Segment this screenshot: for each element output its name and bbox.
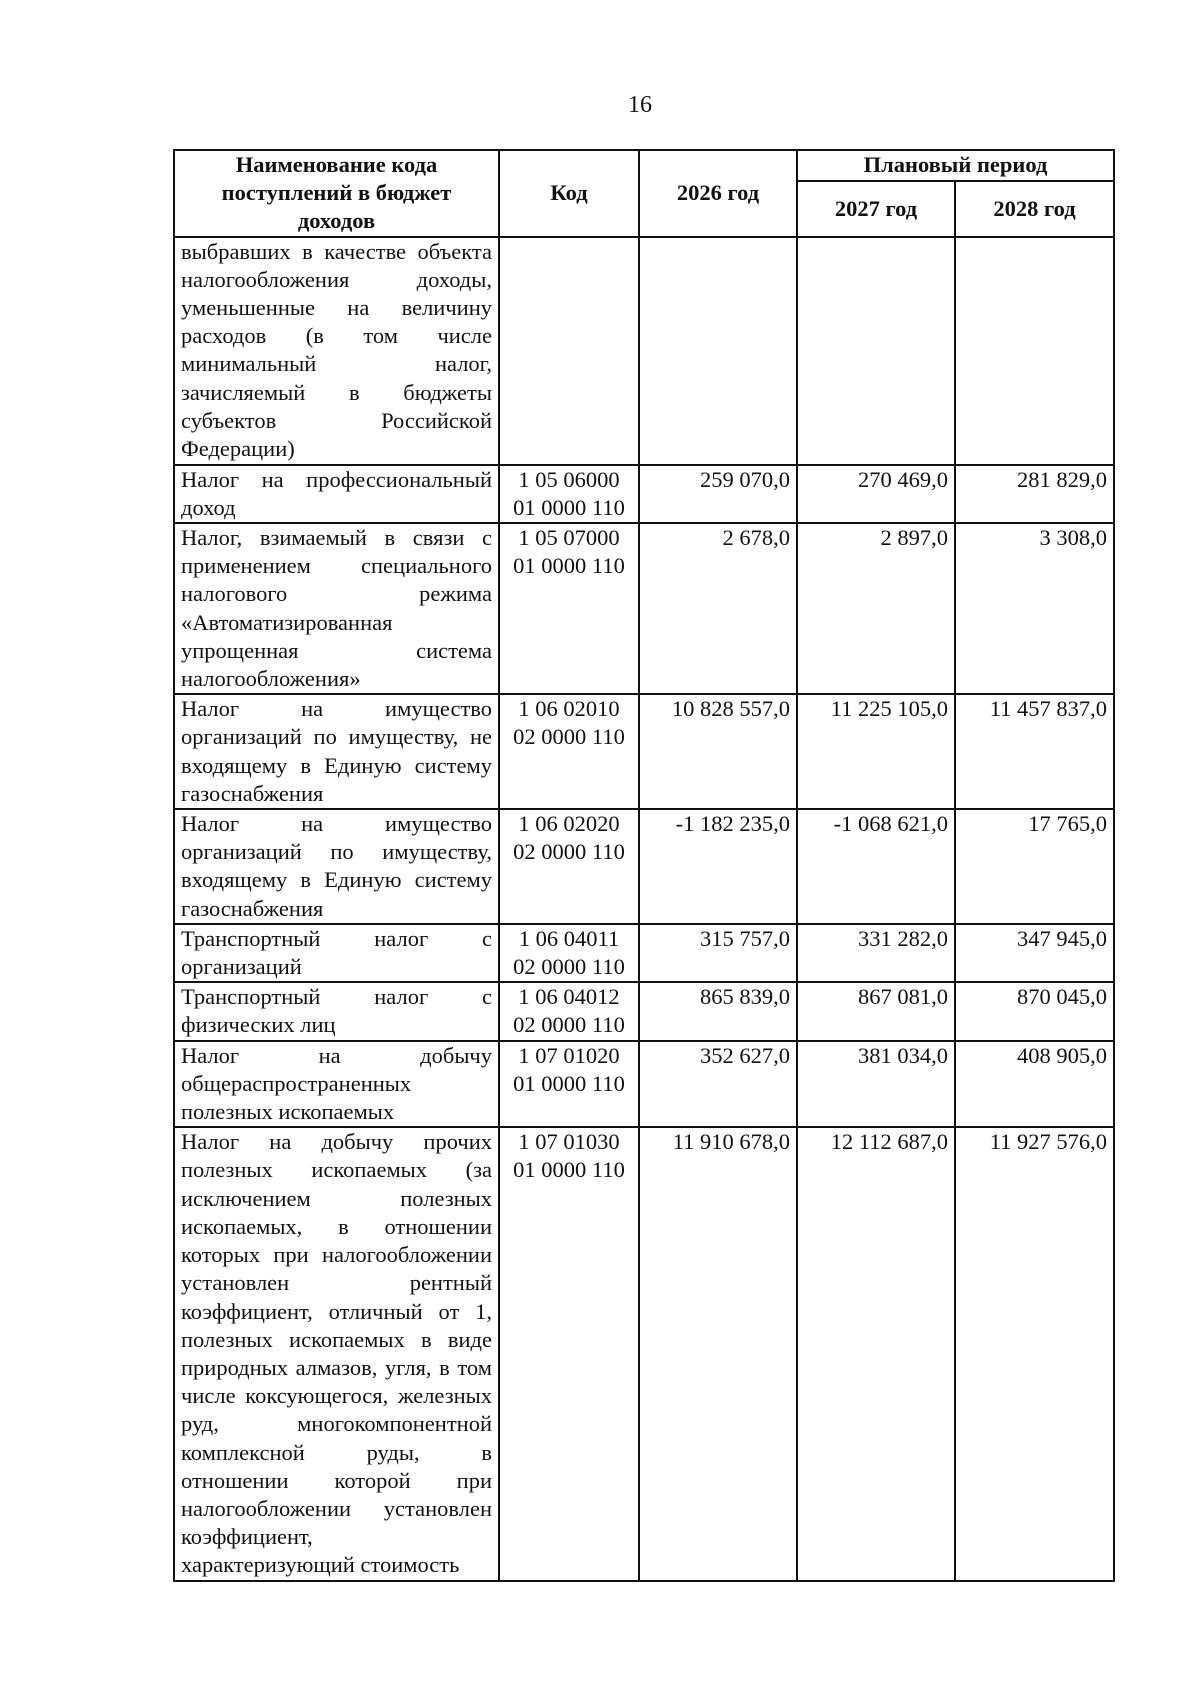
table-row xyxy=(174,924,1114,982)
row-code: 1 05 07000 01 0000 110 xyxy=(499,523,639,694)
row-name: Налог, взимаемый в связи с применением специального налогового режима «Автоматизированная упрощенная система налогообложения» xyxy=(174,523,499,694)
row-2026: 865 839,0 xyxy=(639,982,797,1040)
header-2027: 2027 год xyxy=(797,181,955,237)
row-2027: 270 469,0 xyxy=(797,465,955,523)
table-header xyxy=(174,150,1114,237)
row-name: Налог на имущество организаций по имуществу, не входящему в Единую систему газоснабжения xyxy=(174,694,499,809)
row-2027: 867 081,0 xyxy=(797,982,955,1040)
row-2027: 2 897,0 xyxy=(797,523,955,694)
row-2028: 11 927 576,0 xyxy=(955,1127,1114,1580)
row-code: 1 07 01030 01 0000 110 xyxy=(499,1127,639,1580)
row-name: Транспортный налог с физических лиц xyxy=(174,982,499,1040)
row-name: Транспортный налог с организаций xyxy=(174,924,499,982)
row-2028: 347 945,0 xyxy=(955,924,1114,982)
header-name: Наименование кода поступлений в бюджет доходов xyxy=(174,150,499,237)
row-code: 1 06 02010 02 0000 110 xyxy=(499,694,639,809)
table-row xyxy=(174,237,1114,465)
row-2026: 10 828 557,0 xyxy=(639,694,797,809)
row-2028: 3 308,0 xyxy=(955,523,1114,694)
row-2027: 331 282,0 xyxy=(797,924,955,982)
row-2028 xyxy=(955,237,1114,465)
header-code: Код xyxy=(499,150,639,237)
row-name: Налог на добычу общераспространенных полезных ископаемых xyxy=(174,1041,499,1128)
row-code: 1 06 04012 02 0000 110 xyxy=(499,982,639,1040)
row-2026: 352 627,0 xyxy=(639,1041,797,1128)
revenue-table xyxy=(173,149,1115,1582)
row-2026: 2 678,0 xyxy=(639,523,797,694)
row-2026: 315 757,0 xyxy=(639,924,797,982)
row-2026: 259 070,0 xyxy=(639,465,797,523)
row-2028: 408 905,0 xyxy=(955,1041,1114,1128)
table-row xyxy=(174,1127,1114,1580)
table-row xyxy=(174,809,1114,924)
table-row xyxy=(174,694,1114,809)
table-row xyxy=(174,523,1114,694)
row-2027 xyxy=(797,237,955,465)
row-2027: 381 034,0 xyxy=(797,1041,955,1128)
table-body xyxy=(174,237,1114,1581)
row-2028: 17 765,0 xyxy=(955,809,1114,924)
row-2027: 11 225 105,0 xyxy=(797,694,955,809)
page-number: 16 xyxy=(628,92,652,118)
row-2027: 12 112 687,0 xyxy=(797,1127,955,1580)
table-row xyxy=(174,1041,1114,1128)
row-2026 xyxy=(639,237,797,465)
row-name: Налог на имущество организаций по имуществу, входящему в Единую систему газоснабжения xyxy=(174,809,499,924)
row-2027: -1 068 621,0 xyxy=(797,809,955,924)
row-name: выбравших в качестве объекта налогообложения доходы, уменьшенные на величину расходов (в том числе минимальный налог, зачисляемый в бюджеты субъектов Российской Федерации) xyxy=(174,237,499,465)
row-name: Налог на добычу прочих полезных ископаемых (за исключением полезных ископаемых, в отношении которых при налогообложении установлен рентный коэффициент, отличный от 1, полезных ископаемых в виде природных алмазов, угля, в том числе коксующегося, железных руд, многокомпонентной комплексной руды, в отношении которой при налогообложении установлен коэффициент, характеризующий стоимость xyxy=(174,1127,499,1580)
table-row xyxy=(174,982,1114,1040)
row-2026: 11 910 678,0 xyxy=(639,1127,797,1580)
row-code: 1 05 06000 01 0000 110 xyxy=(499,465,639,523)
row-2026: -1 182 235,0 xyxy=(639,809,797,924)
table-row xyxy=(174,465,1114,523)
header-2026: 2026 год xyxy=(639,150,797,237)
row-code xyxy=(499,237,639,465)
header-2028: 2028 год xyxy=(955,181,1114,237)
header-planned-period: Плановый период xyxy=(797,150,1114,181)
row-2028: 11 457 837,0 xyxy=(955,694,1114,809)
row-name: Налог на профессиональный доход xyxy=(174,465,499,523)
row-code: 1 07 01020 01 0000 110 xyxy=(499,1041,639,1128)
row-code: 1 06 04011 02 0000 110 xyxy=(499,924,639,982)
row-code: 1 06 02020 02 0000 110 xyxy=(499,809,639,924)
row-2028: 281 829,0 xyxy=(955,465,1114,523)
row-2028: 870 045,0 xyxy=(955,982,1114,1040)
